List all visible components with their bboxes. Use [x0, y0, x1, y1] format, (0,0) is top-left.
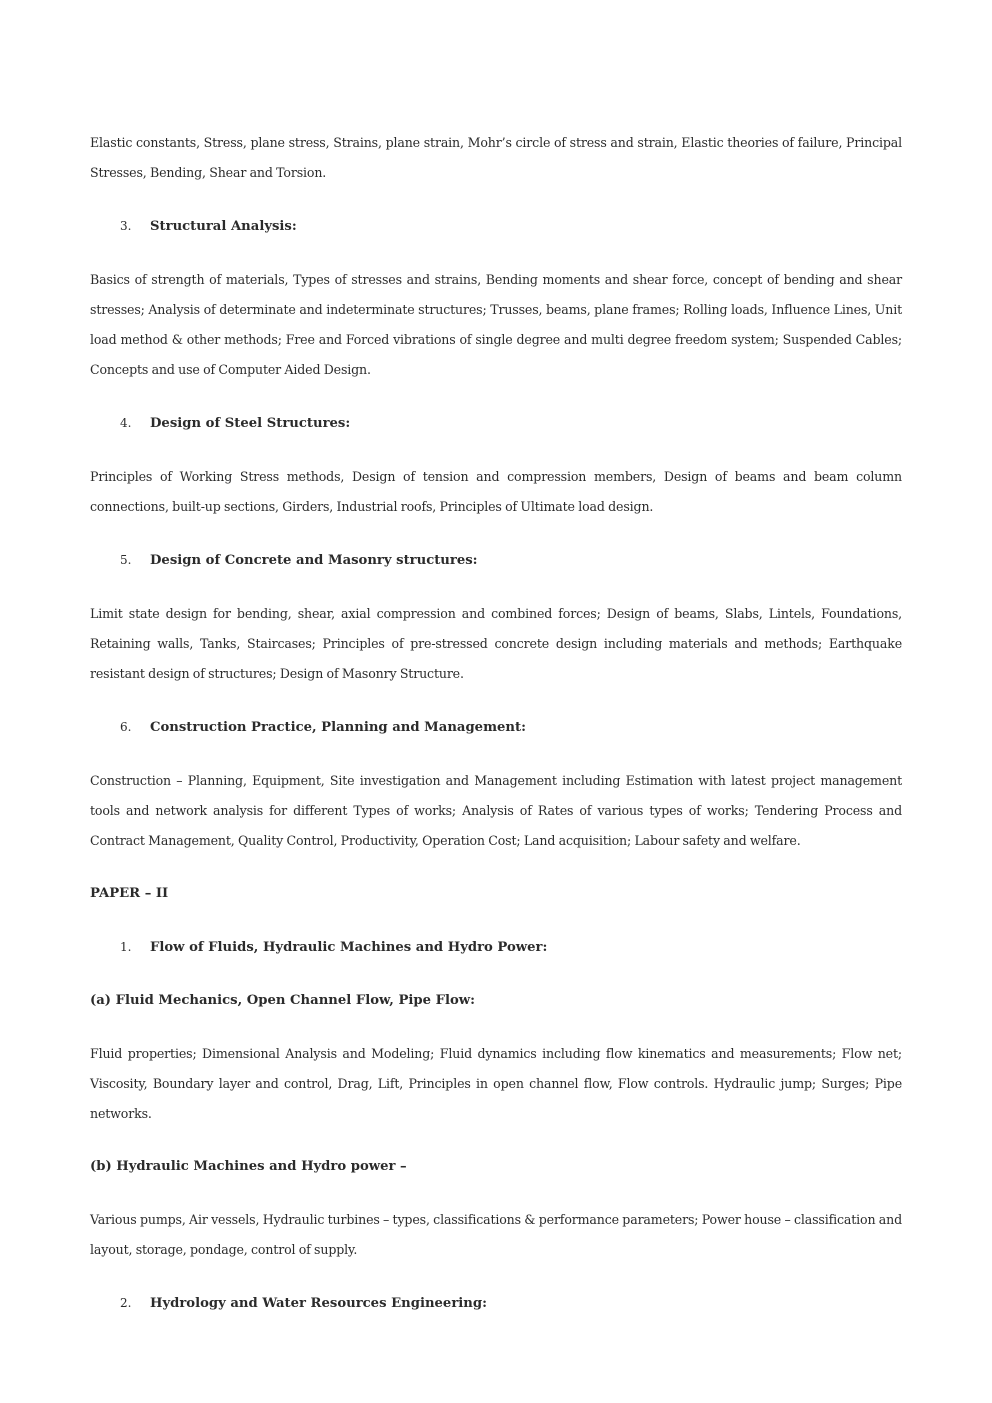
section-title: Construction Practice, Planning and Management: — [150, 720, 526, 735]
subheading-fluid-mechanics: (a) Fluid Mechanics, Open Channel Flow, Pipe Flow: — [90, 993, 475, 1008]
subheading-hydraulic-machines: (b) Hydraulic Machines and Hydro power – — [90, 1159, 407, 1174]
section-title: Flow of Fluids, Hydraulic Machines and Hydro Power: — [150, 940, 548, 955]
paragraph-structural-analysis: Basics of strength of materials, Types of stresses and strains, Bending moments and shear force, concept of bending and shear stresses; Analysis of determinate and indeterminate structures; Trusses, beams, plane frames; Rolling loads, Influence Lines, Unit load method & other methods; Free and Forced vibrations of single degree and multi degree freedom system; Suspended Cables; Concepts and use of Computer Aided Design. — [90, 272, 902, 377]
section-number: 1. — [120, 940, 132, 954]
paragraph-hydraulic-machines: Various pumps, Air vessels, Hydraulic turbines – types, classifications & performance parameters; Power house – classification and layout, storage, pondage, control of supply. — [90, 1212, 903, 1257]
heading-structural-analysis — [90, 211, 902, 242]
section-title: Structural Analysis: — [150, 219, 297, 234]
section-title: Design of Steel Structures: — [150, 416, 351, 431]
section-number: 5. — [120, 553, 132, 567]
section-number: 3. — [120, 219, 132, 233]
heading-flow-of-fluids — [90, 932, 902, 963]
heading-concrete-masonry — [90, 545, 902, 576]
paragraph-steel-structures: Principles of Working Stress methods, Design of tension and compression members, Design of beams and beam column connections, built-up sections, Girders, Industrial roofs, Principles of Ultimate load design. — [90, 469, 902, 514]
paper-title: PAPER – II — [90, 886, 169, 901]
document-page — [90, 128, 902, 1319]
section-title: Design of Concrete and Masonry structures: — [150, 553, 478, 568]
paragraph-elastic-constants: Elastic constants, Stress, plane stress, Strains, plane strain, Mohr’s circle of stress and strain, Elastic theories of failure, Principal Stresses, Bending, Shear and Torsion. — [90, 135, 902, 180]
heading-hydrology — [90, 1288, 902, 1319]
heading-construction-practice — [90, 712, 902, 743]
paragraph-fluid-mechanics: Fluid properties; Dimensional Analysis and Modeling; Fluid dynamics including flow kinematics and measurements; Flow net; Viscosity, Boundary layer and control, Drag, Lift, Principles in open channel flow, Flow controls. Hydraulic jump; Surges; Pipe networks. — [90, 1046, 902, 1121]
paragraph-construction-practice: Construction – Planning, Equipment, Site investigation and Management including Estimation with latest project management tools and network analysis for different Types of works; Analysis of Rates of various types of works; Tendering Process and Contract Management, Quality Control, Productivity, Operation Cost; Land acquisition; Labour safety and welfare. — [90, 773, 902, 848]
paragraph-concrete-masonry: Limit state design for bending, shear, axial compression and combined forces; Design of beams, Slabs, Lintels, Foundations, Retaining walls, Tanks, Staircases; Principles of pre-stressed concrete design including materials and methods; Earthquake resistant design of structures; Design of Masonry Structure. — [90, 606, 902, 681]
section-number: 6. — [120, 720, 132, 734]
heading-steel-structures — [90, 408, 902, 439]
section-title: Hydrology and Water Resources Engineering: — [150, 1296, 487, 1311]
section-number: 4. — [120, 416, 132, 430]
section-number: 2. — [120, 1296, 132, 1310]
